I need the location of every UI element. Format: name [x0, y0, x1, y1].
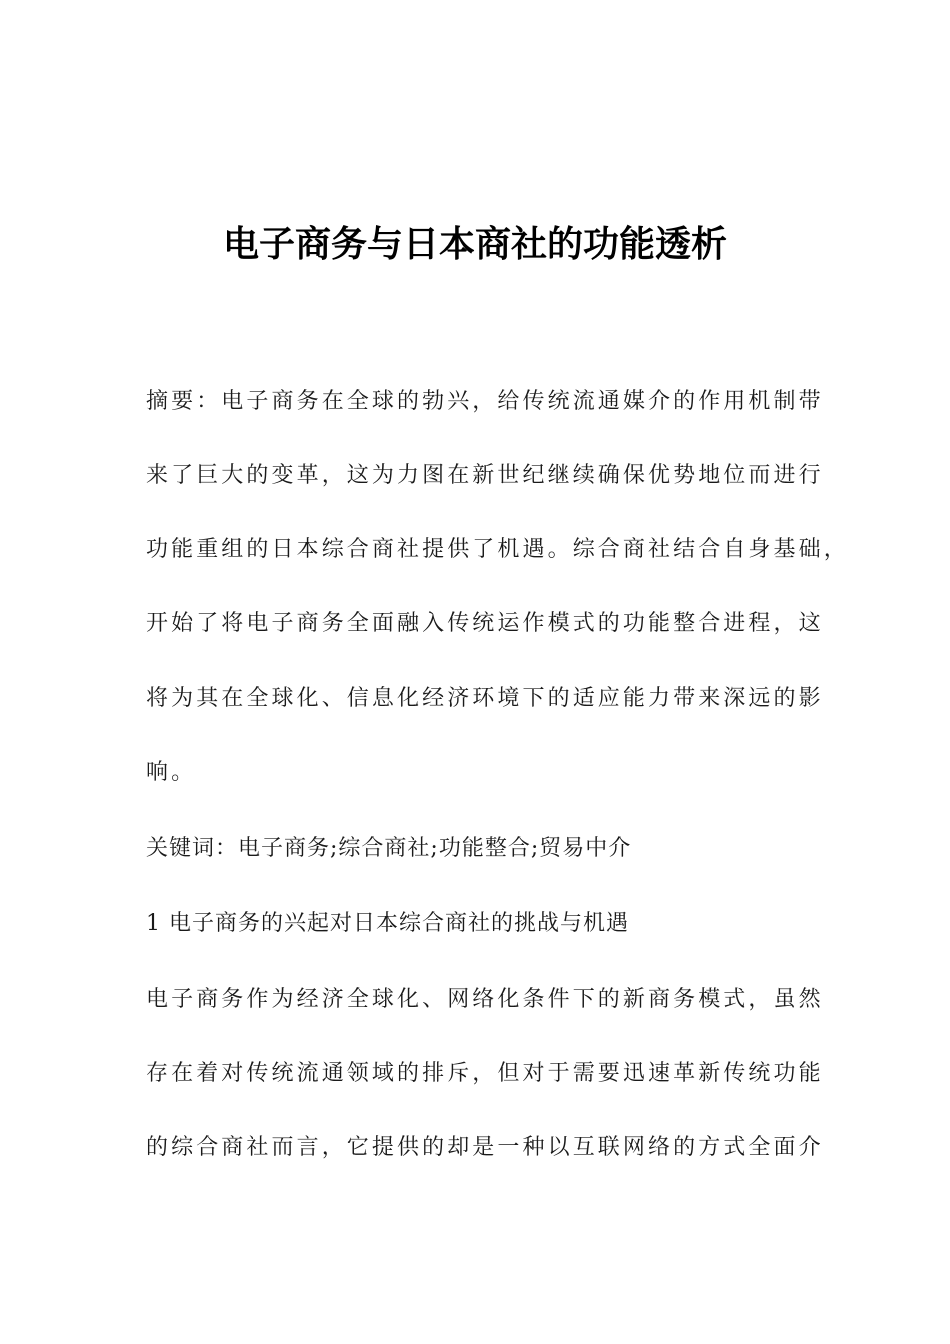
body-line: 电子商务作为经济全球化、网络化条件下的新商务模式，虽然 — [146, 987, 824, 1012]
abstract-line: 来了巨大的变革，这为力图在新世纪继续确保优势地位而进行 — [146, 463, 824, 488]
body-line: 存在着对传统流通领域的排斥，但对于需要迅速革新传统功能 — [146, 1061, 824, 1086]
keywords-line: 关键词：电子商务;综合商社;功能整合;贸易中介 — [146, 836, 632, 861]
abstract-line: 功能重组的日本综合商社提供了机遇。综合商社结合自身基础， — [146, 537, 849, 562]
abstract-line: 摘要：电子商务在全球的勃兴，给传统流通媒介的作用机制带 — [146, 389, 824, 414]
abstract-line: 响。 — [146, 760, 197, 785]
abstract-line: 将为其在全球化、信息化经济环境下的适应能力带来深远的影 — [146, 686, 824, 711]
document-title: 电子商务与日本商社的功能透析 — [222, 224, 727, 265]
abstract-line: 开始了将电子商务全面融入传统运作模式的功能整合进程，这 — [146, 611, 824, 636]
section-heading: 1 电子商务的兴起对日本综合商社的挑战与机遇 — [146, 911, 629, 936]
body-line: 的综合商社而言，它提供的却是一种以互联网络的方式全面介 — [146, 1135, 824, 1160]
